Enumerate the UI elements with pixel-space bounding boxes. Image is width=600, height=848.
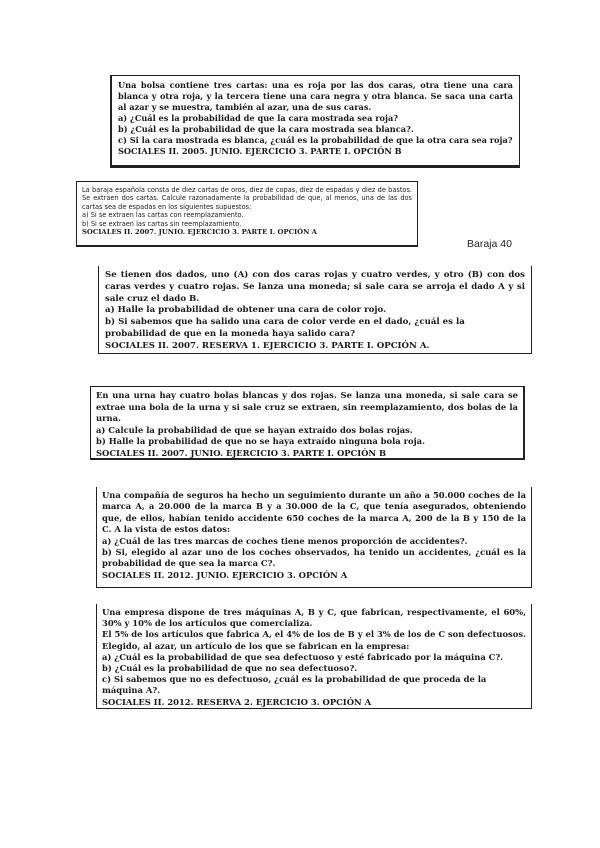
exercise-6-intro-2: El 5% de los artículos que fabrica A, el 4% de los de B y el 3% de los de C son defectuosos. Elegido, al azar, un artículo de los que se fabrican en la empresa: <box>102 629 526 651</box>
exercise-3-question-b: b) Si sabemos que ha salido una cara de color verde en el dado, ¿cuál es la probabilidad de que en la moneda haya salido cara? <box>105 317 465 339</box>
exercise-1-question-b: b) ¿Cuál es la probabilidad de que la cara mostrada sea blanca?. <box>118 124 414 134</box>
exercise-6-box <box>96 604 532 709</box>
exercise-2-box <box>76 181 418 247</box>
exercise-6-intro: Una empresa dispone de tres máquinas A, B y C, que fabrican, respectivamente, el 60%, 30% y 10% de los artículos que comercializa. <box>102 607 526 629</box>
exercise-3-source: SOCIALES II. 2007. RESERVA 1. EJERCICIO 3. PARTE I. OPCIÓN A. <box>105 340 430 351</box>
exercise-2-source: SOCIALES II. 2007. JUNIO. EJERCICIO 3. PARTE I. OPCIÓN A <box>82 228 317 237</box>
exercise-1-box <box>110 75 520 168</box>
exercise-5-question-a: a) ¿Cuál de las tres marcas de coches tiene menos proporción de accidentes?. <box>102 535 468 546</box>
exercise-5-box <box>96 487 532 588</box>
exercise-4-intro: En una urna hay cuatro bolas blancas y dos rojas. Se lanza una moneda, si sale cara se extrae una bola de la urna y si sale cruz se extraen, sin reemplazamiento, dos bolas de la urna. <box>96 390 518 424</box>
side-label: Baraja 40 <box>467 238 512 250</box>
exercise-1-intro: Una bolsa contiene tres cartas: una es roja por las dos caras, otra tiene una cara blanca y otra roja, y la tercera tiene una cara negra y otra blanca. Se saca una carta al azar y se muestra, también al azar, una de sus caras. <box>118 80 513 112</box>
exercise-1-question-a: a) ¿Cuál es la probabilidad de que la cara mostrada sea roja? <box>118 113 399 123</box>
exercise-3-question-a: a) Halle la probabilidad de obtener una cara de color rojo. <box>105 305 387 316</box>
exercise-5-intro: Una compañía de seguros ha hecho un seguimiento durante un año a 50.000 coches de la marca A, a 20.000 de la marca B y a 30.000 de la C, que tenía asegurados, obteniendo que, de ellos, habían tenido accidente 650 coches de la marca A, 200 de la B y 150 de la C. A la vista de estos datos: <box>102 490 526 535</box>
exercise-1-source: SOCIALES II. 2005. JUNIO. EJERCICIO 3. PARTE I. OPCIÓN B <box>118 146 402 156</box>
exercise-6-question-a: a) ¿Cuál es la probabilidad de que sea defectuoso y esté fabricado por la máquina C?. <box>102 651 504 662</box>
exercise-4-source: SOCIALES II. 2007. JUNIO. EJERCICIO 3. PARTE I. OPCIÓN B <box>96 447 387 458</box>
exercise-4-question-a: a) Calcule la probabilidad de que se hayan extraído dos bolas rojas. <box>96 424 413 435</box>
exercise-2-question-a: a) Si se extraen las cartas con reemplazamiento. <box>82 211 244 220</box>
exercise-4-question-b: b) Halle la probabilidad de que no se haya extraído ninguna bola roja. <box>96 436 426 447</box>
exercise-2-intro: La baraja española consta de diez cartas de oros, diez de copas, diez de espadas y diez de bastos. Se extraen dos cartas. Calcule razonadamente la probabilidad de que, al menos, una de las dos cartas sea de espadas en los siguientes supuestos: <box>82 186 412 211</box>
exercise-5-source: SOCIALES II. 2012. JUNIO. EJERCICIO 3. OPCIÓN A <box>102 569 348 580</box>
exercise-6-question-b: b) ¿Cuál es la probabilidad de que no sea defectuoso?. <box>102 663 358 674</box>
exercise-2-question-b: b) Si se extraen las cartas sin reemplazamiento. <box>82 219 242 228</box>
exercise-1-question-c: c) Si la cara mostrada es blanca, ¿cuál es la probabilidad de que la otra cara sea roja? <box>118 135 513 145</box>
exercise-4-box <box>90 386 525 460</box>
exercise-6-source: SOCIALES II. 2012. RESERVA 2. EJERCICIO 3. OPCIÓN A <box>102 696 372 707</box>
exercise-6-question-c: c) Si sabemos que no es defectuoso, ¿cuál es la probabilidad de que proceda de la máquina A?. <box>102 674 487 696</box>
exercise-3-box <box>98 266 532 354</box>
exercise-3-intro: Se tienen dos dados, uno (A) con dos caras rojas y cuatro verdes, y otro (B) con dos caras verdes y cuatro rojas. Se lanza una moneda; si sale cara se arroja el dado A y si sale cruz el dado B. <box>105 270 525 304</box>
exercise-5-question-b: b) Si, elegido al azar uno de los coches observados, ha tenido un accidentes, ¿cuál es la probabilidad de que sea la marca C?. <box>102 547 526 569</box>
